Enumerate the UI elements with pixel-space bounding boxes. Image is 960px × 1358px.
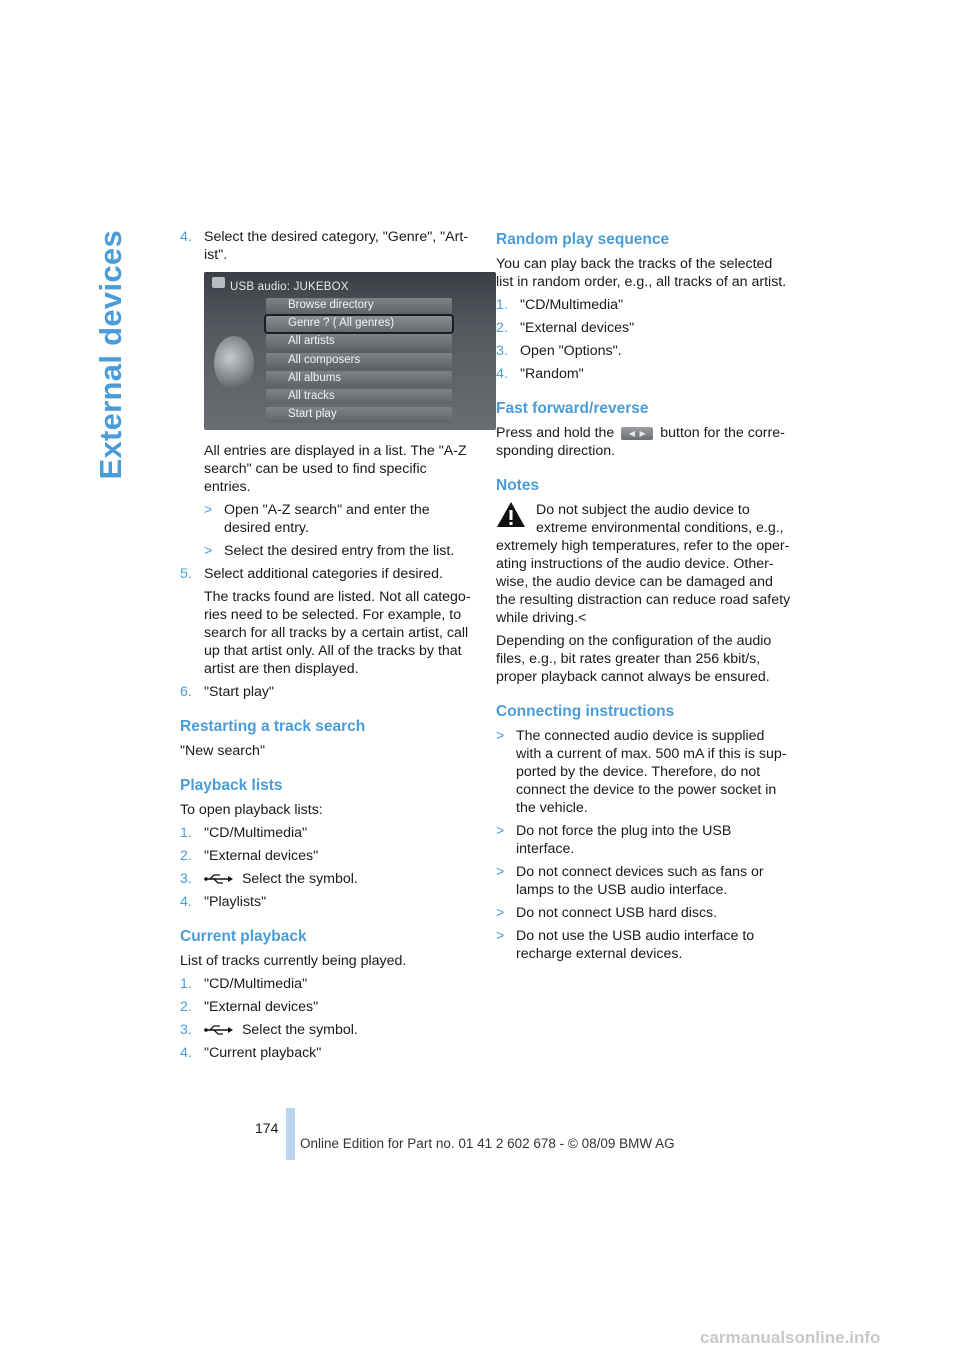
heading-fast-forward: Fast forward/reverse <box>496 400 649 417</box>
bullet-marker: > <box>204 502 213 518</box>
step-5-extra: The tracks found are listed. Not all categories need to be selected. For example, to search for all tracks by a certain artist, call up that artist only. All of the tracks by that artist are then displayed. <box>204 589 471 677</box>
bullet-text: Do not connect USB hard discs. <box>516 905 718 921</box>
step-number: 2. <box>496 320 508 336</box>
step-text: "Random" <box>520 366 584 382</box>
connect-bullet <box>496 727 792 817</box>
step-number: 2. <box>180 848 192 864</box>
watermark: carmanualsonline.info <box>700 1328 881 1347</box>
step-number: 1. <box>180 825 192 841</box>
warning-end-mark: < <box>578 610 587 626</box>
playback-step <box>180 847 476 865</box>
step-text: "Start play" <box>204 684 275 700</box>
menu-item-browse: Browse directory <box>266 298 452 314</box>
current-step <box>180 975 476 993</box>
step-text: Select the symbol. <box>241 1022 358 1038</box>
left-column <box>180 228 476 1067</box>
entries-text: All entries are displayed in a list. The "A-Z search" can be used to find specific entries. <box>204 443 467 495</box>
playback-intro: To open playback lists: <box>180 802 323 818</box>
current-step <box>180 1044 476 1062</box>
step-number: 6. <box>180 684 192 700</box>
random-step <box>496 296 792 314</box>
restart-text: "New search" <box>180 743 265 759</box>
step-4-content <box>204 272 476 560</box>
bullet-text: The connected audio device is supplied with a current of max. 500 mA if this is supported by the device. Therefore, do not connect the device to the power socket in the vehicle. <box>516 728 787 816</box>
random-step <box>496 342 792 360</box>
random-intro: You can play back the tracks of the selected list in random order, e.g., all tracks of an artist. <box>496 256 787 290</box>
step-text: "External devices" <box>520 320 635 336</box>
step-text: "Playlists" <box>204 894 267 910</box>
step-number: 3. <box>496 343 508 359</box>
footer-bar <box>286 1108 295 1160</box>
bullet-marker: > <box>496 864 505 880</box>
bullet-text: Do not force the plug into the USB interface. <box>516 823 732 857</box>
bullet-item <box>204 542 476 560</box>
heading-connecting: Connecting instructions <box>496 703 675 720</box>
menu-item-albums: All albums <box>266 371 452 387</box>
menu-item-tracks: All tracks <box>266 389 452 405</box>
connect-bullet <box>496 927 792 963</box>
playback-step <box>180 893 476 911</box>
controller-knob-icon <box>214 336 254 390</box>
bullet-marker: > <box>496 928 505 944</box>
menu-item-genre: Genre ? ( All genres) <box>266 316 452 332</box>
step-number: 1. <box>180 976 192 992</box>
bullet-text: Open "A-Z search" and enter the desired entry. <box>224 502 430 536</box>
warning-text: Do not subject the audio device to extreme environmental conditions, e.g., extremely high temperatures, refer to the operating instructions of the audio device. Otherwise, the audio device can be damaged and the resulting distraction can reduce road safety while driving. <box>496 502 791 626</box>
bullet-marker: > <box>496 728 505 744</box>
step-number: 4. <box>180 1045 192 1061</box>
step-text: Open "Options". <box>520 343 622 359</box>
screenshot-title: USB audio: JUKEBOX <box>230 281 349 293</box>
heading-playback-lists: Playback lists <box>180 777 283 794</box>
step-5 <box>180 565 476 583</box>
step-4 <box>180 228 476 264</box>
notes-config: Depending on the configuration of the audio files, e.g., bit rates greater than 256 kbit/s, proper playback cannot always be ensured. <box>496 633 772 685</box>
bullet-marker: > <box>204 543 213 559</box>
step-number: 5. <box>180 566 192 582</box>
usb-icon <box>204 873 234 885</box>
step-text: "CD/Multimedia" <box>204 976 308 992</box>
usb-audio-icon <box>212 277 225 288</box>
connect-bullet <box>496 863 792 899</box>
step-text: "External devices" <box>204 999 319 1015</box>
heading-notes: Notes <box>496 477 540 494</box>
step-text: Select the symbol. <box>241 871 358 887</box>
right-column <box>496 228 792 968</box>
step-number: 4. <box>180 894 192 910</box>
step-number: 3. <box>180 871 192 887</box>
warning-triangle-icon <box>496 501 526 529</box>
current-step <box>180 998 476 1016</box>
connect-bullet <box>496 822 792 858</box>
bullet-marker: > <box>496 905 505 921</box>
step-text: "Current playback" <box>204 1045 322 1061</box>
current-intro: List of tracks currently being played. <box>180 953 407 969</box>
step-text: "CD/Multimedia" <box>520 297 624 313</box>
footer-text: Online Edition for Part no. 01 41 2 602 678 - © 08/09 BMW AG <box>300 1136 675 1151</box>
bullet-item <box>204 501 476 537</box>
step-6 <box>180 683 476 701</box>
step-number: 3. <box>180 1022 192 1038</box>
ff-text <box>496 424 792 460</box>
page-number: 174 <box>255 1120 279 1136</box>
screenshot-menu <box>266 298 452 425</box>
connect-bullet <box>496 904 792 922</box>
random-step <box>496 365 792 383</box>
bullet-marker: > <box>496 823 505 839</box>
heading-random: Random play sequence <box>496 231 670 248</box>
heading-restart: Restarting a track search <box>180 718 366 735</box>
step-number: 4. <box>496 366 508 382</box>
seek-button-icon: ◀ ▶ <box>621 427 653 440</box>
jukebox-screenshot <box>204 272 496 430</box>
ff-text-after: button for the corresponding direction. <box>496 425 785 459</box>
current-step <box>180 1021 476 1039</box>
menu-item-composers: All composers <box>266 353 452 369</box>
step-number: 4. <box>180 229 192 245</box>
step-number: 2. <box>180 999 192 1015</box>
playback-step <box>180 824 476 842</box>
bullet-text: Select the desired entry from the list. <box>224 543 455 559</box>
bullet-text: Do not use the USB audio interface to recharge external devices. <box>516 928 755 962</box>
random-step <box>496 319 792 337</box>
usb-icon <box>204 1024 234 1036</box>
bullet-text: Do not connect devices such as fans or lamps to the USB audio interface. <box>516 864 764 898</box>
ff-text-before: Press and hold the <box>496 425 615 441</box>
notes-warning <box>496 501 792 627</box>
heading-current-playback: Current playback <box>180 928 307 945</box>
step-number: 1. <box>496 297 508 313</box>
step-text: Select additional categories if desired. <box>204 566 443 582</box>
section-title: External devices <box>93 230 128 480</box>
menu-item-start-play: Start play <box>266 407 452 423</box>
step-text: "External devices" <box>204 848 319 864</box>
step-text: "CD/Multimedia" <box>204 825 308 841</box>
step-text: Select the desired category, "Genre", "Artist". <box>204 229 469 263</box>
menu-item-artists: All artists <box>266 334 452 350</box>
playback-step <box>180 870 476 888</box>
